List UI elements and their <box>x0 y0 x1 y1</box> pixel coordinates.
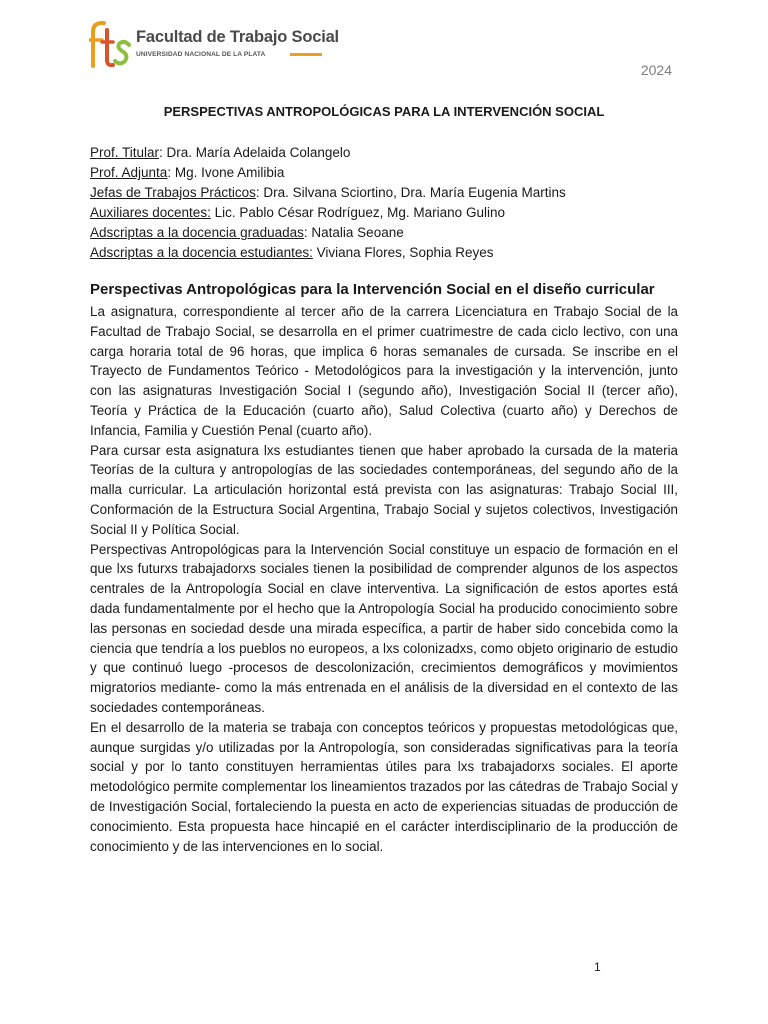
fts-logo-icon <box>89 20 133 68</box>
logo-accent-bar <box>290 53 322 56</box>
staff-row-prof-titular <box>90 143 690 163</box>
staff-row-auxiliares <box>90 203 690 223</box>
staff-separator: : <box>159 145 163 160</box>
staff-names: Natalia Seoane <box>307 225 404 240</box>
staff-separator: : <box>303 225 308 240</box>
staff-names: Lic. Pablo César Rodríguez, Mg. Mariano Gulino <box>210 205 505 220</box>
document-year: 2024 <box>640 62 672 78</box>
staff-names: Mg. Ivone Amilibia <box>171 165 285 180</box>
staff-row-adscriptas-graduadas <box>90 223 690 243</box>
staff-names: Viviana Flores, Sophia Reyes <box>312 245 494 260</box>
staff-row-prof-adjunta <box>90 163 690 183</box>
staff-row-jefas-tp <box>90 183 690 203</box>
university-name: UNIVERSIDAD NACIONAL DE LA PLATA <box>136 51 266 58</box>
staff-row-adscriptas-estudiantes <box>90 243 690 263</box>
staff-role: Auxiliares docentes: <box>90 205 211 220</box>
staff-names: Dra. Silvana Sciortino, Dra. María Eugenia Martins <box>259 185 566 200</box>
staff-separator: : <box>167 165 172 180</box>
section-heading: Perspectivas Antropológicas para la Intervención Social en el diseño curricular <box>90 281 655 298</box>
staff-role: Prof. Adjunta <box>90 165 168 180</box>
page-number: 1 <box>594 960 601 974</box>
staff-separator: : <box>255 185 260 200</box>
section-body <box>90 302 678 856</box>
paragraph: Para cursar esta asignatura lxs estudiantes tienen que haber aprobado la cursada de la materia Teorías de la cultura y antropologías de las sociedades contemporáneas, del segundo año de la malla curricular. La articulación horizontal está prevista con las asignaturas: Trabajo Social III, Conformación de la Estructura Social Argentina, Trabajo Social y sujetos colectivos, Investigación Social II y Política Social. <box>90 442 678 537</box>
staff-list <box>90 143 690 263</box>
faculty-logo <box>89 20 339 68</box>
document-title: PERSPECTIVAS ANTROPOLÓGICAS PARA LA INTERVENCIÓN SOCIAL <box>163 104 605 119</box>
staff-role: Prof. Titular <box>90 145 160 160</box>
staff-role: Adscriptas a la docencia estudiantes: <box>90 245 313 260</box>
paragraph: En el desarrollo de la materia se trabaja con conceptos teóricos y propuestas metodológicas que, aunque surgidas y/o utilizadas por la Antropología, son consideradas significativas para la teoría social y por lo tanto constituyen herramientas útiles para lxs trabajadorxs sociales. El aporte metodológico permite complementar los lineamientos trazados por las cátedras de Trabajo Social y de Investigación Social, fortaleciendo la puesta en acto de experiencias situadas de producción de conocimiento. Esta propuesta hace hincapié en el carácter interdisciplinario de la producción de conocimiento y de las intervenciones en lo social. <box>90 719 678 854</box>
paragraph: La asignatura, correspondiente al tercer año de la carrera Licenciatura en Trabajo Social de la Facultad de Trabajo Social, se desarrolla en el primer cuatrimestre de cada ciclo lectivo, con una carga horaria total de 96 horas, que implica 6 horas semanales de cursada. Se inscribe en el Trayecto de Fundamentos Teórico - Metodológicos para la investigación y la intervención, junto con las asignaturas Investigación Social I (segundo año), Investigación Social II (tercer año), Teoría y Práctica de la Educación (cuarto año), Salud Colectiva (cuarto año) y Derechos de Infancia, Familia y Cuestión Penal (cuarto año). <box>90 304 678 438</box>
staff-names: Dra. María Adelaida Colangelo <box>162 145 351 160</box>
paragraph: Perspectivas Antropológicas para la Intervención Social constituye un espacio de formación en el que lxs futurxs trabajadorxs sociales tienen la posibilidad de comprender algunos de los aspectos centrales de la Antropología Social en clave interventiva. La significación de estos aportes está dada fundamentalmente por el hecho que la Antropología Social ha producido conocimiento sobre las personas en sociedad desde una mirada específica, a partir de haber sido concebida como la ciencia que tendría a los pueblos no europeos, a lxs colonizadxs, como objeto originario de estudio y que continuó luego -procesos de descolonización, crecimientos demográficos y movimientos migratorios mediante- como la más entrenada en el análisis de la diversidad en el contexto de las sociedades contemporáneas. <box>90 541 678 715</box>
staff-role: Adscriptas a la docencia graduadas <box>90 225 304 240</box>
staff-role: Jefas de Trabajos Prácticos <box>90 185 256 200</box>
institution-name: Facultad de Trabajo Social <box>136 28 339 46</box>
